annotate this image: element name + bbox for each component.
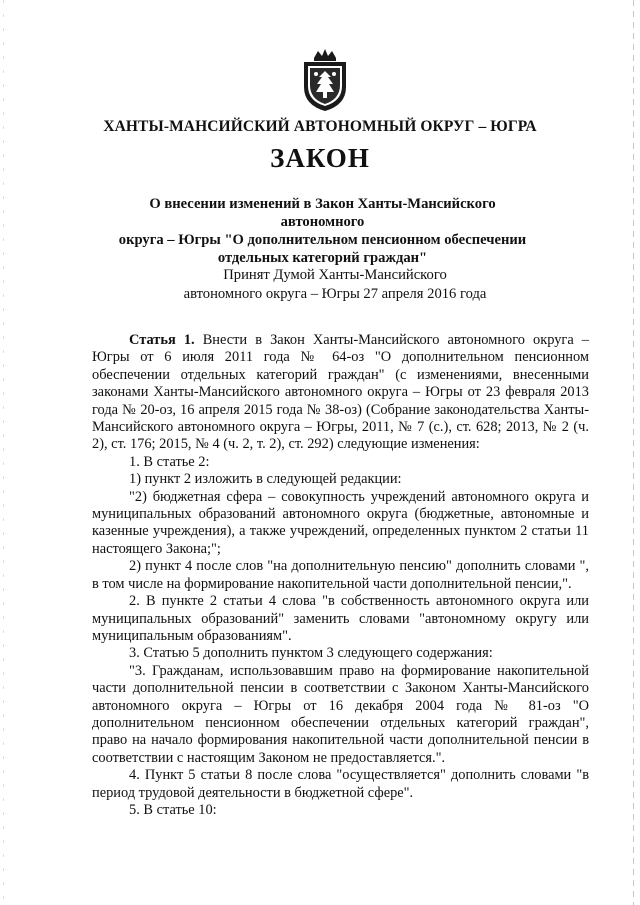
region-heading: ХАНТЫ-МАНСИЙСКИЙ АВТОНОМНЫЙ ОКРУГ – ЮГРА <box>103 118 537 135</box>
law-title-line: отдельных категорий граждан" <box>217 250 428 266</box>
body-paragraph: 4. Пункт 5 статьи 8 после слова "осуществляется" дополнить словами "в период трудовой деятельности в бюджетной сфере". <box>92 767 589 801</box>
article-paragraph <box>92 332 589 454</box>
body-paragraph: 2. В пункте 2 статьи 4 слова "в собственность автономного округа или муниципальных образований" заменить словами "автономному округу или муниципальным образованиям". <box>92 593 589 644</box>
adoption-note <box>170 266 500 304</box>
adoption-line: Принят Думой Ханты-Мансийского <box>223 267 447 283</box>
law-title <box>110 195 535 267</box>
body-paragraph: 1) пункт 2 изложить в следующей редакции: <box>129 471 402 488</box>
coat-of-arms-icon <box>300 47 350 113</box>
body-paragraph: 5. В статье 10: <box>129 801 217 818</box>
body-paragraph: "3. Гражданам, использовавшим право на формирование накопительной части дополнительной пенсии в соответствии с Законом Ханты-Мансийского автономного округа – Югры от 16 декабря 2004 года № 81-оз "О дополнительном пенсионном обеспечении отдельных категорий граждан", право на начало формирования накопительной части дополнительной пенсии в соответствии с настоящим Законом не предоставляется.". <box>92 662 589 766</box>
law-title-line: О внесении изменений в Закон Ханты-Мансийского автономного <box>149 196 496 230</box>
document-type-heading: ЗАКОН <box>270 143 370 173</box>
adoption-line: автономного округа – Югры 27 апреля 2016 года <box>183 286 487 302</box>
article-label: Статья 1. <box>129 332 195 348</box>
body-paragraph: 1. В статье 2: <box>129 453 210 470</box>
law-title-line: округа – Югры "О дополнительном пенсионном обеспечении <box>118 232 527 248</box>
law-body <box>92 332 589 819</box>
body-paragraph: 3. Статью 5 дополнить пунктом 3 следующего содержания: <box>129 645 493 662</box>
body-paragraph: "2) бюджетная сфера – совокупность учреждений автономного округа и муниципальных образований автономного округа (бюджетные, автономные и казенные учреждения), а также учреждений, определенных пунктом 2 статьи 11 настоящего Закона;"; <box>92 488 589 557</box>
body-paragraph: 2) пункт 4 после слов "на дополнительную пенсию" дополнить словами ", в том числе на формирование накопительной части дополнительной пенсии,". <box>92 558 589 592</box>
article-text: Внести в Закон Ханты-Мансийского автономного округа – Югры от 6 июля 2011 года № 64-оз "О дополнительном пенсионном обеспечении отдельных категорий граждан" (с изменениями, внесенными законами Ханты-Мансийского автономного округа – Югры от 23 февраля 2013 года № 20-оз, 16 апреля 2015 года № 38-оз) (Собрание законодательства Ханты-Мансийского автономного округа – Югры, 2011, № 7 (с.), ст. 628; 2013, № 2 (ч. 2), ст. 176; 2015, № 4 (ч. 2, т. 2), ст. 292) следующие изменения: <box>92 332 589 453</box>
